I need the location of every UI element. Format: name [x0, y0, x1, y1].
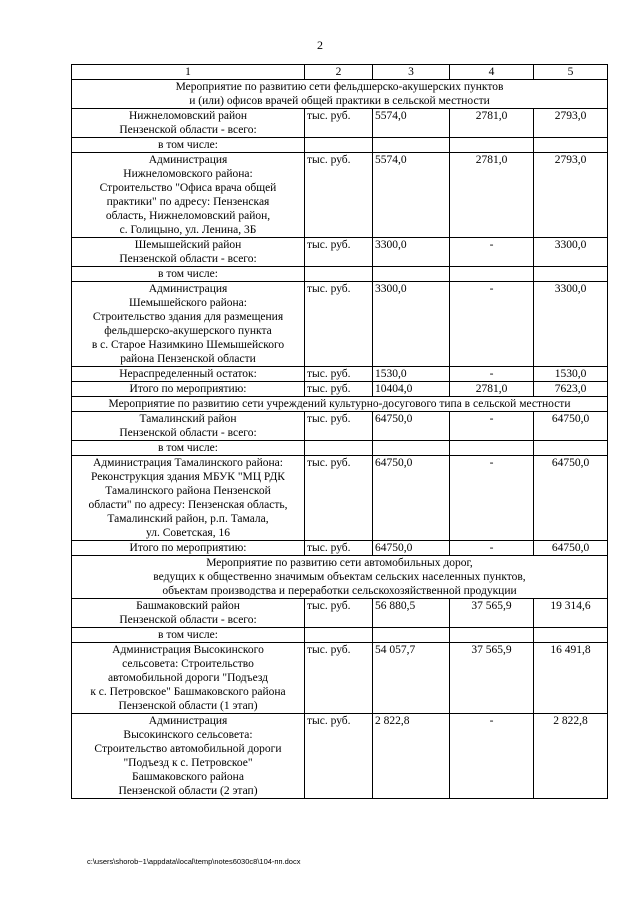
table-row	[72, 282, 608, 367]
regional-value-cell: 16 491,8	[534, 643, 608, 714]
total-value-cell	[373, 267, 450, 282]
total-value-cell: 2 822,8	[373, 714, 450, 799]
file-path-footer: c:\users\shorob~1\appdata\local\temp\notes6030c8\104-пп.docx	[87, 857, 301, 866]
table-row	[72, 267, 608, 282]
item-name-cell: Нижнеломовский район Пензенской области - всего:	[72, 109, 305, 138]
header-row	[72, 65, 608, 80]
regional-value-cell	[534, 628, 608, 643]
federal-value-cell: 2781,0	[450, 382, 534, 397]
column-header: 2	[305, 65, 373, 80]
unit-cell	[305, 628, 373, 643]
federal-value-cell: -	[450, 238, 534, 267]
item-name-cell: в том числе:	[72, 441, 305, 456]
item-name-cell: Администрация Нижнеломовского района: Строительство "Офиса врача общей практики" по адресу: Пензенская область, Нижнеломовский район, с. Голицыно, ул. Ленина, 3Б	[72, 153, 305, 238]
unit-cell: тыс. руб.	[305, 714, 373, 799]
item-name-cell: Администрация Высокинского сельсовета: Строительство автомобильной дороги "Подъезд к с. Петровское" Башмаковского района Пензенской области (1 этап)	[72, 643, 305, 714]
section-header-row	[72, 556, 608, 599]
total-value-cell: 1530,0	[373, 367, 450, 382]
federal-value-cell	[450, 441, 534, 456]
unit-cell	[305, 138, 373, 153]
column-header: 4	[450, 65, 534, 80]
table-row	[72, 382, 608, 397]
total-value-cell: 5574,0	[373, 109, 450, 138]
total-value-cell	[373, 628, 450, 643]
unit-cell: тыс. руб.	[305, 282, 373, 367]
federal-value-cell: -	[450, 367, 534, 382]
unit-cell	[305, 441, 373, 456]
section-title: Мероприятие по развитию сети учреждений культурно-досугового типа в сельской местности	[72, 397, 608, 412]
item-name-cell: Шемышейский район Пензенской области - всего:	[72, 238, 305, 267]
federal-value-cell: -	[450, 456, 534, 541]
table-row	[72, 109, 608, 138]
regional-value-cell: 2793,0	[534, 109, 608, 138]
total-value-cell: 3300,0	[373, 238, 450, 267]
table-row	[72, 456, 608, 541]
column-header: 5	[534, 65, 608, 80]
unit-cell: тыс. руб.	[305, 541, 373, 556]
regional-value-cell: 64750,0	[534, 541, 608, 556]
unit-cell: тыс. руб.	[305, 599, 373, 628]
total-value-cell	[373, 441, 450, 456]
unit-cell: тыс. руб.	[305, 153, 373, 238]
regional-value-cell: 7623,0	[534, 382, 608, 397]
page-number: 2	[317, 38, 323, 52]
table-row	[72, 441, 608, 456]
unit-cell: тыс. руб.	[305, 367, 373, 382]
total-value-cell	[373, 138, 450, 153]
table-row	[72, 714, 608, 799]
total-value-cell: 3300,0	[373, 282, 450, 367]
regional-value-cell: 64750,0	[534, 456, 608, 541]
column-header: 3	[373, 65, 450, 80]
table-row	[72, 628, 608, 643]
table-row	[72, 599, 608, 628]
section-title: Мероприятие по развитию сети фельдшерско-акушерских пунктов и (или) офисов врачей общей практики в сельской местности	[72, 80, 608, 109]
regional-value-cell: 19 314,6	[534, 599, 608, 628]
table-body	[72, 80, 608, 799]
section-title: Мероприятие по развитию сети автомобильных дорог, ведущих к общественно значимым объектам сельских населенных пунктов, объектам производства и переработки сельскохозяйственной продукции	[72, 556, 608, 599]
unit-cell: тыс. руб.	[305, 643, 373, 714]
federal-value-cell: 2781,0	[450, 109, 534, 138]
unit-cell: тыс. руб.	[305, 109, 373, 138]
table-row	[72, 643, 608, 714]
table-row	[72, 541, 608, 556]
total-value-cell: 10404,0	[373, 382, 450, 397]
regional-value-cell: 3300,0	[534, 282, 608, 367]
federal-value-cell: -	[450, 412, 534, 441]
column-header: 1	[72, 65, 305, 80]
total-value-cell: 64750,0	[373, 541, 450, 556]
item-name-cell: в том числе:	[72, 138, 305, 153]
budget-table	[71, 64, 608, 799]
regional-value-cell	[534, 138, 608, 153]
regional-value-cell	[534, 267, 608, 282]
item-name-cell: Администрация Шемышейского района: Строительство здания для размещения фельдшерско-акушерского пункта в с. Старое Назимкино Шемышейского района Пензенской области	[72, 282, 305, 367]
item-name-cell: Тамалинский район Пензенской области - всего:	[72, 412, 305, 441]
total-value-cell: 54 057,7	[373, 643, 450, 714]
federal-value-cell	[450, 138, 534, 153]
unit-cell: тыс. руб.	[305, 412, 373, 441]
table-row	[72, 238, 608, 267]
table-row	[72, 367, 608, 382]
item-name-cell: Администрация Высокинского сельсовета: Строительство автомобильной дороги "Подъезд к с. Петровское" Башмаковского района Пензенской области (2 этап)	[72, 714, 305, 799]
regional-value-cell: 64750,0	[534, 412, 608, 441]
item-name-cell: Итого по мероприятию:	[72, 382, 305, 397]
regional-value-cell: 2 822,8	[534, 714, 608, 799]
federal-value-cell: 37 565,9	[450, 643, 534, 714]
federal-value-cell: -	[450, 714, 534, 799]
item-name-cell: в том числе:	[72, 628, 305, 643]
federal-value-cell: 2781,0	[450, 153, 534, 238]
total-value-cell: 56 880,5	[373, 599, 450, 628]
federal-value-cell: -	[450, 541, 534, 556]
item-name-cell: Итого по мероприятию:	[72, 541, 305, 556]
unit-cell: тыс. руб.	[305, 456, 373, 541]
federal-value-cell	[450, 628, 534, 643]
total-value-cell: 64750,0	[373, 456, 450, 541]
regional-value-cell: 3300,0	[534, 238, 608, 267]
federal-value-cell	[450, 267, 534, 282]
item-name-cell: в том числе:	[72, 267, 305, 282]
section-header-row	[72, 80, 608, 109]
total-value-cell: 5574,0	[373, 153, 450, 238]
federal-value-cell: 37 565,9	[450, 599, 534, 628]
item-name-cell: Нераспределенный остаток:	[72, 367, 305, 382]
section-header-row	[72, 397, 608, 412]
total-value-cell: 64750,0	[373, 412, 450, 441]
federal-value-cell: -	[450, 282, 534, 367]
regional-value-cell: 2793,0	[534, 153, 608, 238]
unit-cell: тыс. руб.	[305, 238, 373, 267]
unit-cell: тыс. руб.	[305, 382, 373, 397]
regional-value-cell: 1530,0	[534, 367, 608, 382]
item-name-cell: Администрация Тамалинского района: Реконструкция здания МБУК "МЦ РДК Тамалинского района Пензенской области" по адресу: Пензенская область, Тамалинский район, р.п. Тамала, ул. Советская, 16	[72, 456, 305, 541]
item-name-cell: Башмаковский район Пензенской области - всего:	[72, 599, 305, 628]
unit-cell	[305, 267, 373, 282]
table-row	[72, 153, 608, 238]
table-row	[72, 412, 608, 441]
regional-value-cell	[534, 441, 608, 456]
table-row	[72, 138, 608, 153]
